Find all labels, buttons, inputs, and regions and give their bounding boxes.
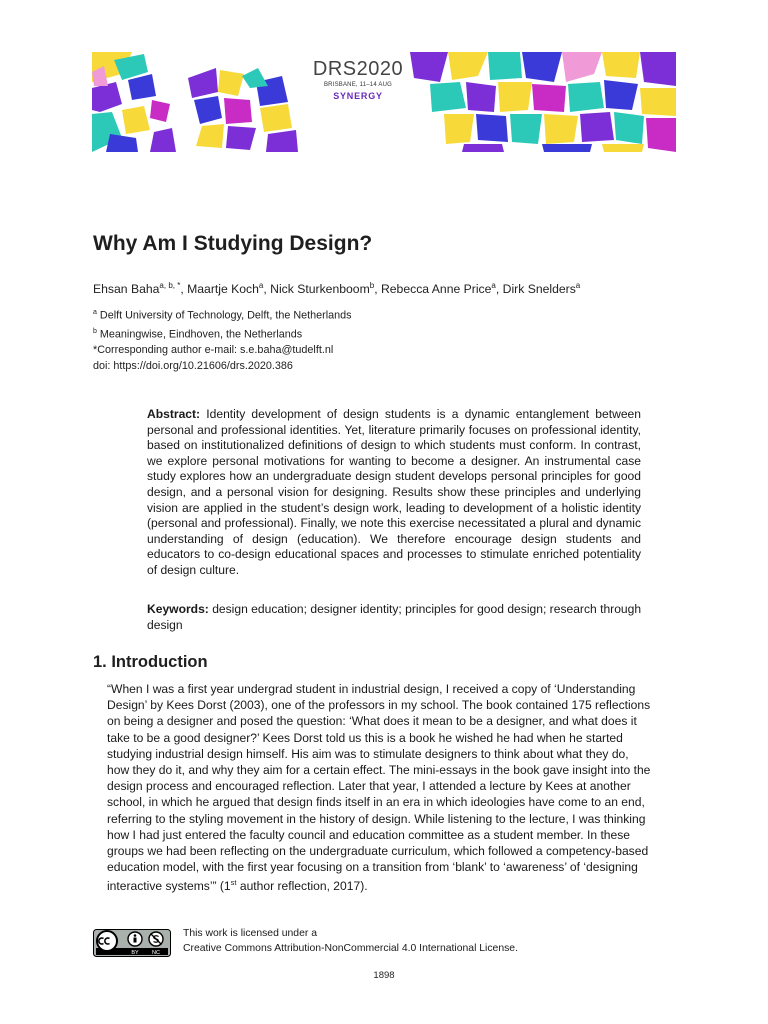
author-name: Nick Sturkenboom — [270, 282, 370, 297]
author-name: Rebecca Anne Price — [380, 282, 492, 297]
keywords-text: design education; designer identity; principles for good design; research through design — [147, 602, 642, 632]
author-separator: , — [263, 282, 271, 297]
section-heading: 1. Introduction — [93, 653, 208, 671]
affiliation-line — [93, 305, 352, 324]
affiliation-text: Delft University of Technology, Delft, the Netherlands — [96, 309, 352, 322]
affiliation-marker: a — [93, 309, 97, 316]
license-notice — [183, 926, 518, 956]
author-separator: , — [180, 282, 188, 297]
abstract-label: Abstract: — [147, 407, 201, 421]
keywords — [147, 602, 677, 633]
abstract-text: Identity development of design students is a dynamic entanglement between personal and professional identities. Yet, literature primarily focuses on professional identity, based on institutionalized definitions of design to which students must conform. In contrast, we explore personal motivations for wanting to become a designer. An instrumental case study explores how an undergraduate design student develops personal principles for good design, and a personal vision for designing. Results show these principles and underlying vision are applied in the student’s design work, leading to development of a holistic identity (personal and professional). Finally, we note this exercise necessitated a plural and dynamic understanding of design (education). We therefore encourage design students and educators to co-design educational spaces and processes to stimulate enriched potentiality of design culture. — [147, 407, 641, 577]
author-name: Ehsan Baha — [93, 282, 160, 297]
author-affiliation-marker: a, b, * — [159, 281, 181, 290]
page-number: 1898 — [373, 970, 395, 981]
author-affiliation-marker: b — [369, 281, 375, 290]
affiliations — [93, 305, 352, 374]
keywords-label: Keywords: — [147, 602, 209, 616]
intro-quote — [107, 681, 652, 895]
doi-link[interactable]: doi: https://doi.org/10.21606/drs.2020.386 — [93, 359, 293, 372]
license-link[interactable]: Creative Commons Attribution-NonCommercial 4.0 International License. — [183, 943, 518, 954]
affiliation-marker: b — [93, 328, 97, 336]
affiliation-line — [93, 324, 352, 343]
paper-title: Why Am I Studying Design? — [93, 232, 373, 255]
cc-by-label: BY — [131, 950, 139, 956]
author-affiliation-marker: a — [575, 281, 581, 290]
citation-superscript: st — [230, 878, 237, 888]
cc-license-icon[interactable] — [93, 929, 171, 957]
author-affiliation-marker: a — [258, 281, 264, 290]
author-list — [93, 281, 580, 296]
citation-tail: author reflection, 2017). — [236, 879, 368, 894]
conference-theme: SYNERGY — [333, 91, 383, 101]
corresponding-author: *Corresponding author e-mail: s.e.baha@tudelft.nl — [93, 344, 334, 357]
abstract — [147, 407, 641, 579]
author-name: Maartje Koch — [187, 282, 259, 297]
intro-quote-text: “When I was a first year undergrad student in industrial design, I received a copy of ‘Understanding Design’ by Kees Dorst (2003), one of the professors in my school. The book contained 175 reflections on being a designer and posed the question: ‘What does it mean to be a designer, and what does it take to be a good designer?’ Kees Dorst told us this is a book he wished he had when he started studying industrial design himself. His aim was to stimulate designers to think about what they do, how they do it, and why they aim for a certain effect. The mini-essays in the book gave insight into the design process and encouraged reflection. Later that year, I attended a lecture by Kees at another school, in which he argued that design finds itself in an era in which ideologies have come to an end, referring to the styling movement in the history of design. While listening to the lecture, I was thinking how I had just entered the faculty council and education committee as a student member. In these groups we had been reflecting on the undergraduate curriculum, which followed a competency-based education model, with the first year focusing on a transition from ‘blank’ to ‘awareness’ of ‘designing interactive systems’” (1 — [107, 682, 651, 894]
author-name: Dirk Snelders — [502, 282, 576, 297]
affiliation-text: Meaningwise, Eindhoven, the Netherlands — [96, 328, 303, 341]
author-affiliation-marker: a — [491, 281, 496, 290]
license-line: This work is licensed under a — [183, 928, 317, 939]
author-separator: , — [495, 282, 503, 297]
conference-label — [298, 58, 418, 101]
conference-location-dates: BRISBANE, 11–14 AUG — [323, 82, 393, 88]
author-separator: , — [374, 282, 381, 297]
cc-nc-label: NC — [152, 950, 160, 956]
conference-name: DRS2020 — [312, 58, 404, 80]
